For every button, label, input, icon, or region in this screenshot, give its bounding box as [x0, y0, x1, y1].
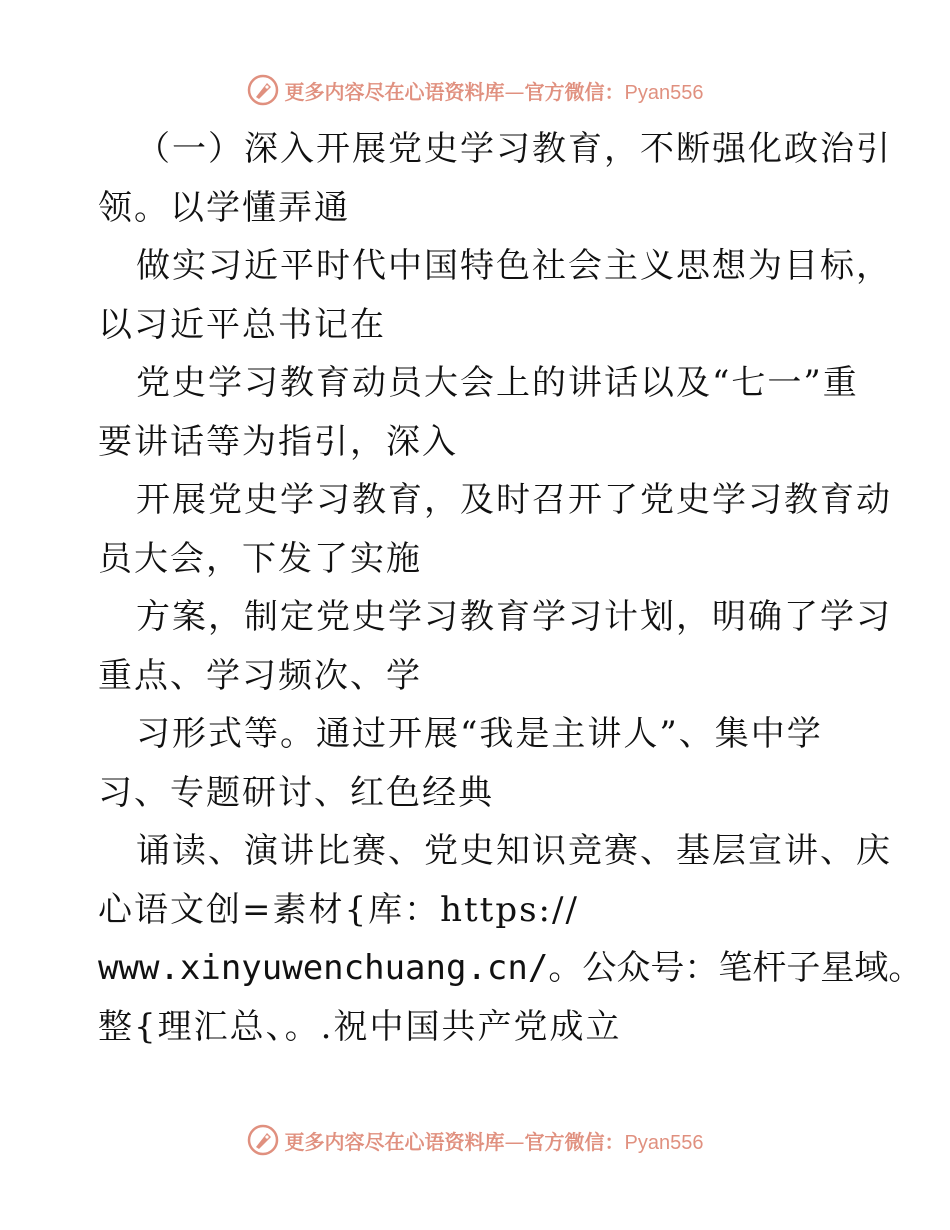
watermark-text	[285, 1126, 704, 1155]
watermark-wechat-label: 官方微信：	[524, 79, 625, 104]
paragraph-line: 开展党史学习教育，及时召开了党史学习教育动	[136, 480, 892, 520]
paragraph-line: 心语文创=素材{库：https://	[98, 889, 579, 930]
paragraph-line: （一）深入开展党史学习教育，不断强化政治引	[136, 129, 892, 169]
paragraph-line: 方案，制定党史学习教育学习计划，明确了学习	[136, 597, 892, 637]
paragraph-line: 领。以学懂弄通	[98, 187, 350, 228]
paragraph-line: 员大会，下发了实施	[98, 538, 422, 579]
pen-nib-logo-icon	[247, 74, 279, 106]
paragraph-line: 习形式等。通过开展“我是主讲人”、集中学	[136, 714, 823, 754]
paragraph-line: 重点、学习频次、学	[98, 655, 422, 696]
watermark-brand: 更多内容尽在心语资料库	[284, 79, 505, 104]
pen-nib-logo-icon	[247, 1124, 279, 1156]
paragraph-line: 以习近平总书记在	[98, 304, 386, 345]
watermark-wechat-id: Pyan556	[624, 81, 704, 104]
paragraph-line: 做实习近平时代中国特色社会主义思想为目标，	[136, 246, 892, 286]
header-watermark	[0, 70, 950, 110]
watermark-separator: —	[504, 1129, 525, 1154]
paragraph-line: 整{理汇总、。.祝中国共产党成立	[98, 1006, 622, 1047]
document-body	[98, 120, 923, 1056]
watermark-brand: 更多内容尽在心语资料库	[284, 1129, 505, 1154]
watermark-wechat-label: 官方微信：	[524, 1129, 625, 1154]
paragraph-line: 习、专题研讨、红色经典	[98, 772, 494, 813]
watermark-text	[285, 76, 704, 105]
footer-watermark	[0, 1120, 950, 1160]
paragraph-line: 要讲话等为指引，深入	[98, 421, 458, 462]
paragraph-line: 党史学习教育动员大会上的讲话以及“七一”重	[136, 363, 859, 403]
paragraph-line: 诵读、演讲比赛、党史知识竞赛、基层宣讲、庆	[136, 831, 892, 871]
paragraph-line: www.xinyuwenchuang.cn/。公众号：笔杆子星域。	[98, 948, 923, 988]
watermark-wechat-id: Pyan556	[624, 1131, 704, 1154]
watermark-separator: —	[504, 79, 525, 104]
